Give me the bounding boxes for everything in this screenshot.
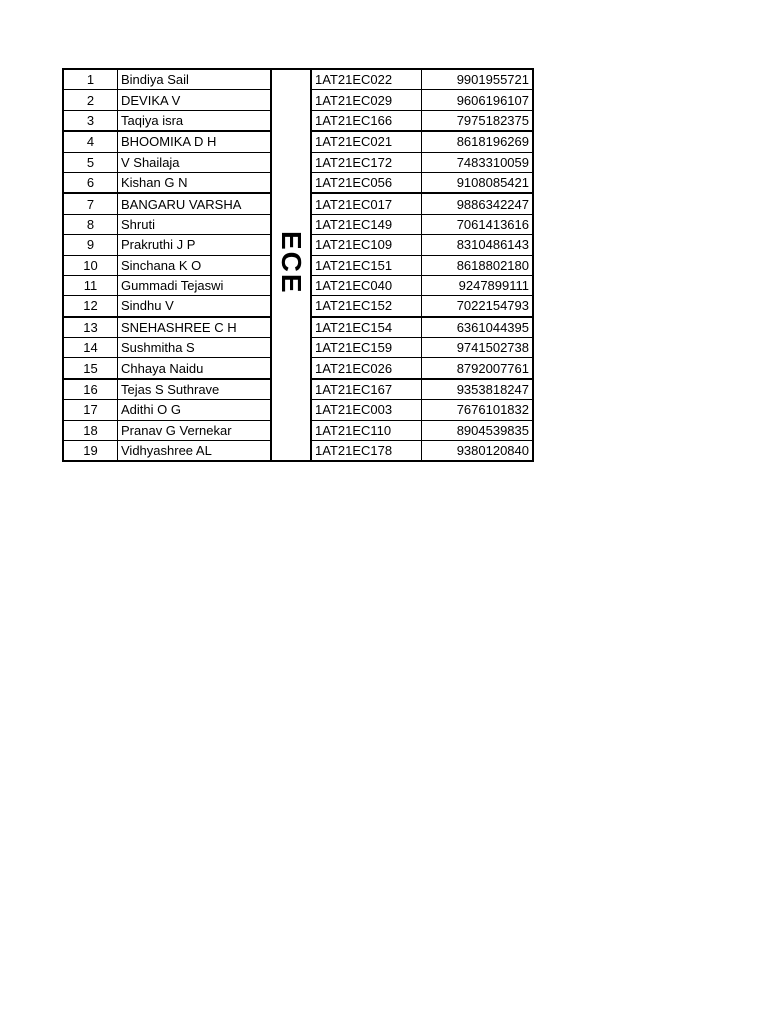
student-name-cell: Shruti — [118, 214, 272, 234]
student-name-cell: SNEHASHREE C H — [118, 317, 272, 338]
usn-cell: 1AT21EC166 — [311, 110, 422, 131]
usn-cell: 1AT21EC178 — [311, 441, 422, 462]
phone-number-cell: 6361044395 — [422, 317, 534, 338]
usn-cell: 1AT21EC021 — [311, 131, 422, 152]
serial-number-cell: 12 — [63, 296, 118, 317]
usn-cell: 1AT21EC149 — [311, 214, 422, 234]
student-name-cell: Tejas S Suthrave — [118, 379, 272, 400]
serial-number-cell: 13 — [63, 317, 118, 338]
usn-cell: 1AT21EC109 — [311, 235, 422, 255]
phone-number-cell: 9741502738 — [422, 338, 534, 358]
serial-number-cell: 2 — [63, 90, 118, 110]
usn-cell: 1AT21EC022 — [311, 69, 422, 90]
serial-number-cell: 9 — [63, 235, 118, 255]
phone-number-cell: 7022154793 — [422, 296, 534, 317]
usn-cell: 1AT21EC017 — [311, 193, 422, 214]
usn-cell: 1AT21EC151 — [311, 255, 422, 275]
student-table-body — [63, 69, 533, 461]
student-name-cell: Vidhyashree AL — [118, 441, 272, 462]
student-name-cell: Sindhu V — [118, 296, 272, 317]
phone-number-cell: 8904539835 — [422, 420, 534, 440]
student-table — [62, 68, 534, 462]
phone-number-cell: 9353818247 — [422, 379, 534, 400]
serial-number-cell: 14 — [63, 338, 118, 358]
phone-number-cell: 9380120840 — [422, 441, 534, 462]
usn-cell: 1AT21EC167 — [311, 379, 422, 400]
usn-cell: 1AT21EC110 — [311, 420, 422, 440]
student-name-cell: Taqiya isra — [118, 110, 272, 131]
usn-cell: 1AT21EC003 — [311, 400, 422, 420]
phone-number-cell: 9108085421 — [422, 172, 534, 193]
student-name-cell: Chhaya Naidu — [118, 358, 272, 379]
serial-number-cell: 10 — [63, 255, 118, 275]
student-name-cell: Prakruthi J P — [118, 235, 272, 255]
serial-number-cell: 5 — [63, 152, 118, 172]
phone-number-cell: 8310486143 — [422, 235, 534, 255]
phone-number-cell: 9247899111 — [422, 275, 534, 295]
student-name-cell: Sushmitha S — [118, 338, 272, 358]
phone-number-cell: 9901955721 — [422, 69, 534, 90]
usn-cell: 1AT21EC159 — [311, 338, 422, 358]
usn-cell: 1AT21EC172 — [311, 152, 422, 172]
department-label: ECE — [276, 230, 307, 295]
serial-number-cell: 18 — [63, 420, 118, 440]
phone-number-cell: 9886342247 — [422, 193, 534, 214]
serial-number-cell: 17 — [63, 400, 118, 420]
serial-number-cell: 7 — [63, 193, 118, 214]
phone-number-cell: 9606196107 — [422, 90, 534, 110]
serial-number-cell: 8 — [63, 214, 118, 234]
serial-number-cell: 11 — [63, 275, 118, 295]
table-row — [63, 69, 533, 90]
department-cell — [271, 69, 311, 461]
usn-cell: 1AT21EC154 — [311, 317, 422, 338]
serial-number-cell: 4 — [63, 131, 118, 152]
student-name-cell: DEVIKA V — [118, 90, 272, 110]
serial-number-cell: 1 — [63, 69, 118, 90]
usn-cell: 1AT21EC026 — [311, 358, 422, 379]
phone-number-cell: 8618196269 — [422, 131, 534, 152]
student-name-cell: BANGARU VARSHA — [118, 193, 272, 214]
serial-number-cell: 3 — [63, 110, 118, 131]
usn-cell: 1AT21EC040 — [311, 275, 422, 295]
student-name-cell: Gummadi Tejaswi — [118, 275, 272, 295]
serial-number-cell: 6 — [63, 172, 118, 193]
phone-number-cell: 8618802180 — [422, 255, 534, 275]
serial-number-cell: 15 — [63, 358, 118, 379]
phone-number-cell: 7061413616 — [422, 214, 534, 234]
serial-number-cell: 19 — [63, 441, 118, 462]
usn-cell: 1AT21EC152 — [311, 296, 422, 317]
phone-number-cell: 8792007761 — [422, 358, 534, 379]
usn-cell: 1AT21EC056 — [311, 172, 422, 193]
usn-cell: 1AT21EC029 — [311, 90, 422, 110]
student-name-cell: Kishan G N — [118, 172, 272, 193]
student-name-cell: V Shailaja — [118, 152, 272, 172]
student-name-cell: Sinchana K O — [118, 255, 272, 275]
phone-number-cell: 7676101832 — [422, 400, 534, 420]
student-name-cell: Bindiya Sail — [118, 69, 272, 90]
phone-number-cell: 7483310059 — [422, 152, 534, 172]
phone-number-cell: 7975182375 — [422, 110, 534, 131]
student-name-cell: Adithi O G — [118, 400, 272, 420]
student-name-cell: BHOOMIKA D H — [118, 131, 272, 152]
serial-number-cell: 16 — [63, 379, 118, 400]
student-name-cell: Pranav G Vernekar — [118, 420, 272, 440]
